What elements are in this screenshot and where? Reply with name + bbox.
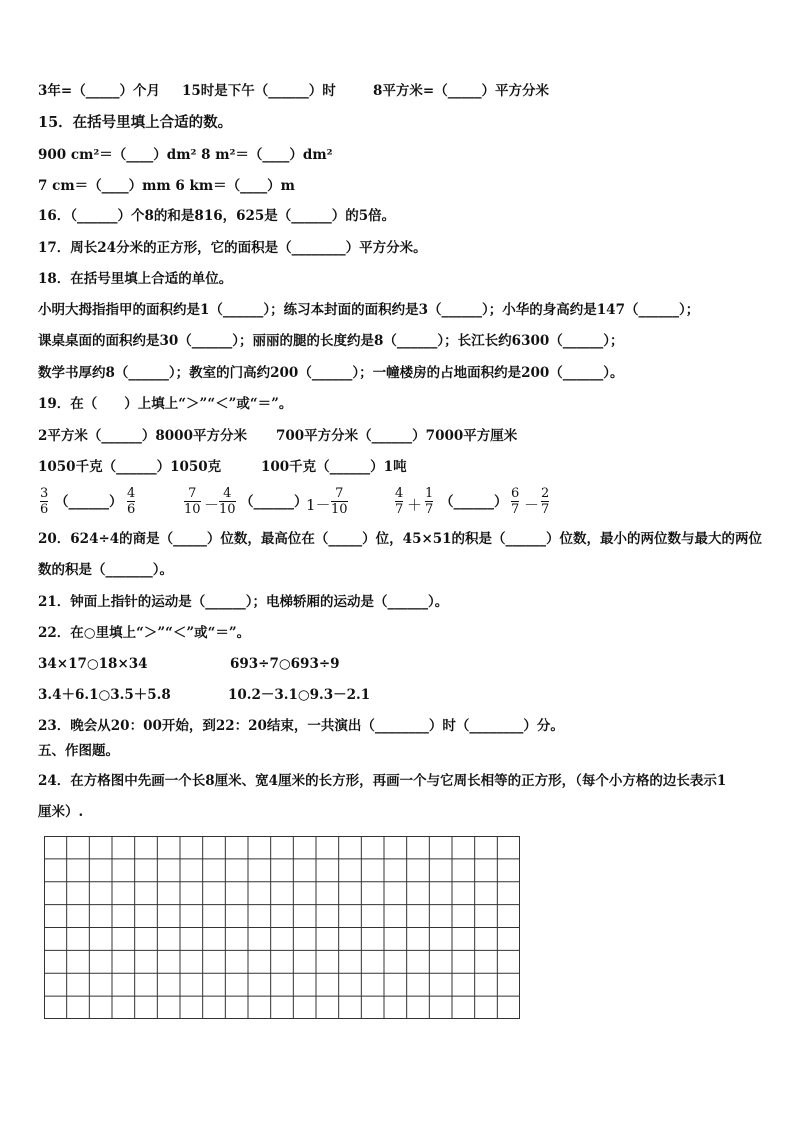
numerator: 7 bbox=[188, 486, 197, 501]
q22-line-b2: 10.2－3.1○9.3－2.1 bbox=[228, 687, 371, 703]
q14-line-months: 3年=（_____）个月 bbox=[38, 83, 160, 99]
fraction-4-7 bbox=[395, 486, 403, 517]
q14-line-hours: 15时是下午（______）时 bbox=[182, 83, 336, 99]
q19-title: 19．在（ ）上填上“＞”“＜”或“＝”。 bbox=[38, 396, 293, 412]
q24-line-a: 24．在方格图中先画一个长8厘米、宽4厘米的长方形，再画一个与它周长相等的正方形，（每个小方格的边长表示1 bbox=[38, 773, 727, 789]
numerator: 4 bbox=[127, 486, 136, 501]
q19-compare-blank-3: （______） bbox=[440, 494, 508, 510]
q22-line-a2: 693÷7○693÷9 bbox=[230, 656, 340, 672]
fraction-1-7 bbox=[425, 486, 433, 517]
numerator: 3 bbox=[40, 486, 49, 501]
denominator: 7 bbox=[541, 502, 550, 517]
denominator: 6 bbox=[40, 502, 49, 517]
section-5-heading: 五、作图题。 bbox=[38, 743, 119, 759]
numerator: 4 bbox=[395, 486, 404, 501]
q23-text: 23．晚会从20：00开始，到22：20结束，一共演出（________）时（________）分。 bbox=[38, 718, 564, 734]
q15-title: 15．在括号里填上合适的数。 bbox=[38, 114, 233, 131]
drawing-grid[interactable] bbox=[44, 836, 520, 1019]
denominator: 7 bbox=[395, 502, 404, 517]
q19-compare-blank-1: （______） bbox=[55, 494, 123, 510]
q19-compare-blank-2: （______） bbox=[240, 494, 308, 510]
q20-line-b: 数的积是（_______）。 bbox=[38, 562, 173, 578]
q15-line-b: 7 cm＝（____）mm 6 km＝（____）m bbox=[38, 178, 295, 194]
q15-line-a: 900 cm²＝（____）dm² 8 m²＝（____）dm² bbox=[38, 147, 333, 163]
denominator: 6 bbox=[127, 502, 136, 517]
q16-text: 16．（______）个8的和是816，625是（______）的5倍。 bbox=[38, 208, 396, 224]
fraction-4-10 bbox=[219, 486, 236, 517]
q19-line-b1: 1050千克（______）1050克 bbox=[38, 459, 222, 475]
denominator: 10 bbox=[219, 502, 236, 517]
fraction-6-7 bbox=[511, 486, 519, 517]
q14-line-area: 8平方米=（_____）平方分米 bbox=[373, 83, 549, 99]
q17-text: 17．周长24分米的正方形，它的面积是（________）平方分米。 bbox=[38, 240, 427, 256]
one-minus: 1－ bbox=[306, 496, 331, 514]
numerator: 7 bbox=[335, 486, 344, 501]
q18-line-c: 数学书厚约8（______）；教室的门高约200（______）；一幢楼房的占地面积约是200（______）。 bbox=[38, 365, 624, 381]
fraction-7-10 bbox=[184, 486, 201, 517]
fraction-4-6 bbox=[127, 486, 135, 517]
denominator: 7 bbox=[425, 502, 434, 517]
denominator: 7 bbox=[511, 502, 520, 517]
q18-line-a: 小明大拇指指甲的面积约是1（______）；练习本封面的面积约是3（______）；小华的身高约是147（______）； bbox=[38, 302, 700, 318]
q18-title: 18．在括号里填上合适的单位。 bbox=[38, 271, 233, 287]
numerator: 1 bbox=[425, 486, 434, 501]
denominator: 10 bbox=[184, 502, 201, 517]
q20-line-a: 20．624÷4的商是（_____）位数，最高位在（_____）位，45×51的积是（______）位数，最小的两位数与最大的两位 bbox=[38, 531, 763, 547]
fraction-7-10-b bbox=[331, 486, 348, 517]
minus-sign: － bbox=[204, 496, 220, 514]
q19-line-a1: 2平方米（______）8000平方分米 bbox=[38, 428, 247, 444]
q22-line-b1: 3.4＋6.1○3.5＋5.8 bbox=[38, 687, 171, 703]
plus-sign: ＋ bbox=[407, 496, 423, 514]
minus-sign-2: － bbox=[524, 496, 540, 514]
q19-line-b2: 100千克（______）1吨 bbox=[261, 459, 407, 475]
fraction-3-6 bbox=[40, 486, 48, 517]
q22-title: 22．在○里填上“＞”“＜”或“＝”。 bbox=[38, 625, 251, 641]
fraction-2-7 bbox=[541, 486, 549, 517]
numerator: 2 bbox=[541, 486, 550, 501]
q24-line-b: 厘米）. bbox=[38, 804, 84, 820]
numerator: 6 bbox=[511, 486, 520, 501]
denominator: 10 bbox=[331, 502, 348, 517]
q22-line-a1: 34×17○18×34 bbox=[38, 656, 148, 672]
q18-line-b: 课桌桌面的面积约是30（______）；丽丽的腿的长度约是8（______）；长江长约6300（______）； bbox=[38, 333, 624, 349]
q19-line-a2: 700平方分米（______）7000平方厘米 bbox=[276, 428, 518, 444]
q21-text: 21．钟面上指针的运动是（______）；电梯轿厢的运动是（______）。 bbox=[38, 594, 449, 610]
numerator: 4 bbox=[223, 486, 232, 501]
